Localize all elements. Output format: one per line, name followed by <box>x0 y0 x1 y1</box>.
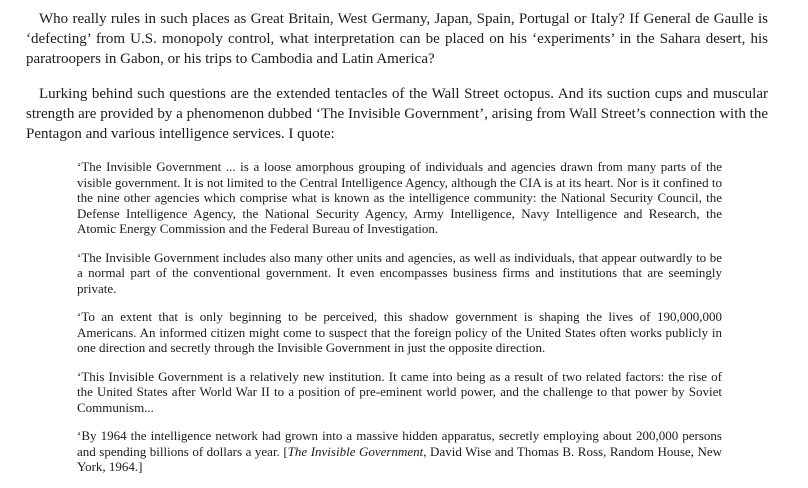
quote-paragraph-new-institution: ‘This Invisible Government is a relatively new institution. It came into being as a result of two related factors: the rise of the United States after World War II to a position of pre-eminent world power, and the challenge to that power by Soviet Communism... <box>77 368 722 415</box>
invisible-government-blockquote <box>77 159 722 475</box>
citation-text-pre: ‘By 1964 the intelligence network had grown into a massive hidden apparatus, secretly employing about 200,000 persons and spending billions of dollars a year. [ <box>77 428 722 459</box>
citation-text-post: , David Wise and Thomas B. Ross, Random House, New York, 1964.] <box>77 443 722 474</box>
quote-paragraph-citation <box>77 428 722 475</box>
quote-paragraph-shadow-government: ‘To an extent that is only beginning to be perceived, this shadow government is shaping the lives of 190,000,000 Americans. An informed citizen might come to suspect that the foreign policy of the United States often works publicly in one direction and secretly through the Invisible Government in just the opposite direction. <box>77 309 722 355</box>
paragraph-who-really-rules: Who really rules in such places as Great Britain, West Germany, Japan, Spain, Portugal or Italy? If General de Gaulle is ‘defecting’ from U.S. monopoly control, what interpretation can be placed on his ‘experiments’ in the Sahara desert, his paratroopers in Gabon, or his trips to Cambodia and Latin America? <box>26 11 768 67</box>
quote-paragraph-loose-grouping: ‘The Invisible Government ... is a loose amorphous grouping of individuals and agencies drawn from many parts of the visible government. It is not limited to the Central Intelligence Agency, although the CIA is at its heart. Nor is it confined to the nine other agencies which comprise what is known as the intelligence community: the National Security Council, the Defense Intelligence Agency, the National Security Agency, Army Intelligence, Navy Intelligence and Research, the Atomic Energy Commission and the Federal Bureau of Investigation. <box>77 159 722 236</box>
book-title: The Invisible Government <box>287 443 424 459</box>
quote-paragraph-other-units: ‘The Invisible Government includes also many other units and agencies, as well as individuals, that appear outwardly to be a normal part of the conventional government. It even encompasses business firms and institutions that are seemingly private. <box>77 249 722 296</box>
paragraph-wall-street-octopus: Lurking behind such questions are the extended tentacles of the Wall Street octopus. And its suction cups and muscular strength are provided by a phenomenon dubbed ‘The Invisible Government’, arising from Wall Street’s connection with the Pentagon and various intelligence services. I quote: <box>26 86 768 142</box>
